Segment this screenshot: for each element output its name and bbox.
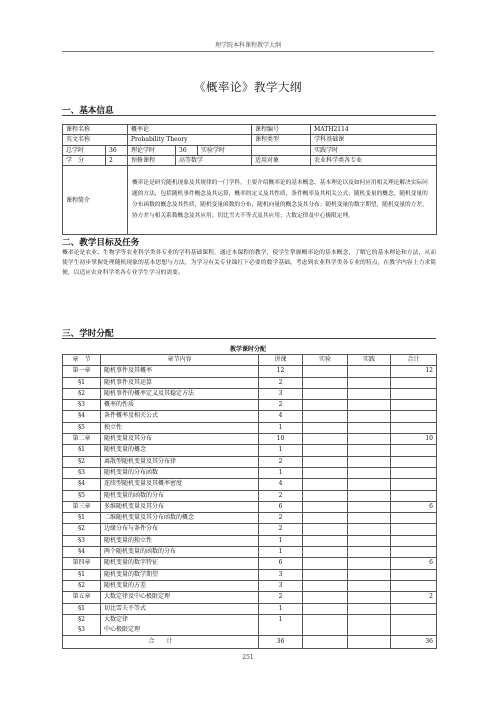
intro-text: 概率论是研究随机现象及其规律的一门学科，主要介绍概率论的基本概念、基本理论以及如何应用相关理论解决实际问题的方法，包括随机事件概念及其运算，概率的定义及其性质，条件概率及其相关公式；随机变量的概念，随机变量的分布函数的概念及其性质，随机变量函数的分布，随机向量的概念及其分布；随机变量的数字期望，随机变量的方差，协方差与相关系数概念及其应用；切比雪夫不等式及其应用；大数定律及中心极限定理。	[128, 166, 437, 235]
course-name-value: 概率论	[128, 125, 252, 135]
total-lecture: 36	[259, 636, 303, 649]
section-number: §3	[78, 626, 85, 634]
practice-cell	[348, 580, 391, 591]
lecture-cell: 1	[259, 422, 303, 433]
lecture-cell: 2	[259, 377, 303, 388]
table-row	[63, 580, 437, 591]
header-lab: 实验	[303, 355, 348, 366]
chapter-cell: §4	[63, 411, 101, 422]
lab-cell	[303, 400, 348, 411]
theory-hours-label: 理论学时	[128, 145, 176, 155]
lecture-cell: 2	[259, 592, 303, 603]
content-cell: 切比雪夫不等式	[101, 603, 259, 614]
lecture-cell: 6	[259, 501, 303, 512]
course-code-value: MATH2114	[311, 125, 437, 135]
practice-cell	[348, 400, 391, 411]
lab-cell	[303, 501, 348, 512]
practice-cell	[348, 603, 391, 614]
total-cell	[391, 422, 437, 433]
table-row	[63, 513, 437, 524]
content-cell: 大数定律及中心极限定理	[101, 592, 259, 603]
lab-hours-value	[252, 145, 311, 155]
practice-cell	[348, 513, 391, 524]
course-type-value: 学科基础课	[311, 135, 437, 145]
total-cell	[391, 547, 437, 558]
lecture-cell: 4	[259, 479, 303, 490]
lecture-cell: 10	[259, 434, 303, 445]
chapter-cell: 第二章	[63, 434, 101, 445]
chapter-cell	[63, 614, 101, 636]
chapter-cell: 第四章	[63, 558, 101, 569]
lecture-cell: 1	[259, 535, 303, 546]
prereq-label: 预修课程	[128, 155, 176, 165]
practice-cell	[348, 445, 391, 456]
practice-cell	[348, 558, 391, 569]
lab-cell	[303, 614, 348, 636]
practice-hours-label: 实践学时	[311, 145, 437, 155]
section-rule	[62, 115, 436, 116]
content-cell: 边缘分布与条件分布	[101, 524, 259, 535]
table-row	[63, 558, 437, 569]
table-row	[63, 535, 437, 546]
table-row	[63, 614, 437, 636]
total-label: 合 计	[63, 636, 259, 649]
practice-cell	[348, 490, 391, 501]
lecture-cell: 12	[259, 366, 303, 377]
chapter-cell: §1	[63, 377, 101, 388]
chapter-cell: 第五章	[63, 592, 101, 603]
chapter-cell: §2	[63, 524, 101, 535]
lab-cell	[303, 434, 348, 445]
table-row	[63, 592, 437, 603]
lecture-cell: 1	[259, 614, 303, 636]
total-cell	[391, 603, 437, 614]
lab-cell	[303, 467, 348, 478]
content-cell: 随机变量及其分布	[101, 434, 259, 445]
course-code-label: 课程编号	[252, 125, 311, 135]
theory-hours-value: 36	[176, 145, 198, 155]
chapter-cell: §5	[63, 422, 101, 433]
lab-cell	[303, 547, 348, 558]
total-cell	[391, 467, 437, 478]
table-row	[63, 456, 437, 467]
total-cell: 6	[391, 558, 437, 569]
content-cell: 条件概率及相关公式	[101, 411, 259, 422]
lab-cell	[303, 445, 348, 456]
table-header-row	[63, 355, 437, 366]
practice-cell	[348, 592, 391, 603]
chapter-cell: §2	[63, 580, 101, 591]
total-cell	[391, 524, 437, 535]
chapter-cell: §5	[63, 490, 101, 501]
total-cell	[391, 614, 437, 636]
course-type-label: 课程类型	[252, 135, 311, 145]
total-cell	[391, 490, 437, 501]
header-practice: 实践	[348, 355, 391, 366]
practice-cell	[348, 547, 391, 558]
total-lab	[303, 636, 348, 649]
total-cell: 6	[391, 501, 437, 512]
total-cell: 2	[391, 592, 437, 603]
goals-paragraph: 概率论是农业、生物学等农业科学类各专业的学科基础课程，通过本课程的教学，使学生掌握概率论的基本概念，了解它的基本理论和方法，从而使学生初步掌握处理随机现象的基本思想与方法，为学习有关专业课打下必要的数学基础。考虑到农业科学类各专业的特点，在教学内容上力求简便，以适应农业科学类各专业学生学习的需要。	[62, 250, 436, 277]
total-cell	[391, 479, 437, 490]
hours-table	[62, 354, 437, 649]
content-cell: 随机变量的方差	[101, 580, 259, 591]
lecture-cell: 1	[259, 547, 303, 558]
table-row	[63, 501, 437, 512]
content-cell: 连续型随机变量及其概率密度	[101, 479, 259, 490]
table-row	[63, 445, 437, 456]
lab-cell	[303, 603, 348, 614]
total-cell	[391, 513, 437, 524]
chapter-cell: §1	[63, 603, 101, 614]
table-row	[63, 569, 437, 580]
content-cell: 随机变量的分布函数	[101, 467, 259, 478]
section-basic-info-heading: 一、基本信息	[62, 106, 114, 116]
audience-value: 农业科学类各专业	[311, 155, 437, 165]
course-name-label: 课程名称	[63, 125, 128, 135]
practice-cell	[348, 434, 391, 445]
total-cell	[391, 377, 437, 388]
lab-hours-label: 实验学时	[198, 145, 252, 155]
header-rule	[62, 51, 434, 52]
basic-info-table	[62, 124, 437, 235]
lecture-cell: 2	[259, 524, 303, 535]
content-cell: 独立性	[101, 422, 259, 433]
total-cell	[391, 569, 437, 580]
content-cell: 随机变量的概念	[101, 445, 259, 456]
chapter-cell: §3	[63, 535, 101, 546]
practice-cell	[348, 569, 391, 580]
header-chapter: 章 节	[63, 355, 101, 366]
lab-cell	[303, 569, 348, 580]
table-row	[63, 366, 437, 377]
lab-cell	[303, 388, 348, 399]
chapter-cell: §4	[63, 479, 101, 490]
audience-label: 适用对象	[252, 155, 311, 165]
lab-cell	[303, 422, 348, 433]
chapter-cell: §1	[63, 569, 101, 580]
table-row	[63, 524, 437, 535]
lab-cell	[303, 580, 348, 591]
lab-cell	[303, 366, 348, 377]
total-cell	[391, 456, 437, 467]
chapter-cell: §2	[63, 456, 101, 467]
intro-label: 课程简介	[63, 166, 128, 235]
lecture-cell: 2	[259, 513, 303, 524]
lab-cell	[303, 535, 348, 546]
content-cell: 随机变量的独立性	[101, 535, 259, 546]
practice-cell	[348, 501, 391, 512]
total-cell	[391, 445, 437, 456]
header-lecture: 讲课	[259, 355, 303, 366]
section-content: 中心极限定理	[104, 626, 141, 634]
practice-cell	[348, 479, 391, 490]
total-cell: 12	[391, 366, 437, 377]
credit-label: 学 分	[63, 155, 106, 165]
practice-cell	[348, 456, 391, 467]
section-goals-heading: 二、教学目标及任务	[62, 238, 140, 248]
chapter-cell: 第三章	[63, 501, 101, 512]
lecture-cell: 3	[259, 580, 303, 591]
content-cell: 随机事件及其概率	[101, 366, 259, 377]
lecture-cell: 1	[259, 467, 303, 478]
lecture-cell: 6	[259, 558, 303, 569]
chapter-cell: §4	[63, 547, 101, 558]
header-content: 章节内容	[101, 355, 259, 366]
total-hours-label: 总学时	[63, 145, 106, 155]
chapter-cell: §3	[63, 467, 101, 478]
total-practice	[348, 636, 391, 649]
content-cell: 多维随机变量及其分布	[101, 501, 259, 512]
chapter-cell: §2	[63, 388, 101, 399]
section-content: 大数定律	[104, 615, 129, 623]
credit-value: 2	[106, 155, 128, 165]
lecture-cell: 4	[259, 411, 303, 422]
chapter-cell: 第一章	[63, 366, 101, 377]
total-cell	[391, 580, 437, 591]
content-cell: 离散型随机变量及其分布律	[101, 456, 259, 467]
practice-cell	[348, 422, 391, 433]
content-cell: 随机事件的概率定义及其稳定方法	[101, 388, 259, 399]
section-hours-heading: 三、学时分配	[62, 329, 114, 339]
practice-cell	[348, 377, 391, 388]
practice-cell	[348, 535, 391, 546]
practice-cell	[348, 411, 391, 422]
practice-cell	[348, 614, 391, 636]
chapter-cell: §3	[63, 400, 101, 411]
table-row	[63, 547, 437, 558]
content-cell: 随机变量的数学期望	[101, 569, 259, 580]
total-hours-value: 36	[106, 145, 128, 155]
total-cell	[391, 411, 437, 422]
practice-cell	[348, 524, 391, 535]
section-number: §2	[78, 615, 85, 623]
table-row	[63, 479, 437, 490]
lecture-cell: 2	[259, 456, 303, 467]
lab-cell	[303, 456, 348, 467]
chapter-cell: §1	[63, 513, 101, 524]
total-cell: 10	[391, 434, 437, 445]
lab-cell	[303, 513, 348, 524]
content-cell: 随机事件及其运算	[101, 377, 259, 388]
total-cell	[391, 388, 437, 399]
content-cell	[101, 614, 259, 636]
page-header: 理学院本科课程教学大纲	[214, 42, 281, 49]
hours-table-caption: 教学课时分配	[229, 346, 266, 353]
table-row	[63, 411, 437, 422]
prereq-value: 高等数学	[176, 155, 252, 165]
lab-cell	[303, 558, 348, 569]
lab-cell	[303, 524, 348, 535]
practice-cell	[348, 388, 391, 399]
chapter-cell: §1	[63, 445, 101, 456]
page-number: 251	[242, 654, 254, 661]
lecture-cell: 2	[259, 400, 303, 411]
total-sum: 36	[391, 636, 437, 649]
table-row	[63, 422, 437, 433]
header-total: 合计	[391, 355, 437, 366]
table-row	[63, 377, 437, 388]
lecture-cell: 2	[259, 490, 303, 501]
english-name-value: Probability Theory	[128, 135, 252, 145]
lab-cell	[303, 411, 348, 422]
section-rule	[62, 338, 436, 339]
lab-cell	[303, 479, 348, 490]
lecture-cell: 3	[259, 388, 303, 399]
total-row	[63, 636, 437, 649]
table-row	[63, 603, 437, 614]
lab-cell	[303, 377, 348, 388]
document-title: 《概率论》教学大纲	[194, 80, 302, 94]
table-row	[63, 490, 437, 501]
english-name-label: 英文名称	[63, 135, 128, 145]
content-cell: 随机变量的数字特征	[101, 558, 259, 569]
total-cell	[391, 535, 437, 546]
table-row	[63, 400, 437, 411]
content-cell: 随机变量的函数的分布	[101, 490, 259, 501]
total-cell	[391, 400, 437, 411]
content-cell: 概率的性质	[101, 400, 259, 411]
lab-cell	[303, 490, 348, 501]
table-row	[63, 388, 437, 399]
lab-cell	[303, 592, 348, 603]
lecture-cell: 1	[259, 445, 303, 456]
practice-cell	[348, 467, 391, 478]
content-cell: 二维随机变量及其分布函数的概念	[101, 513, 259, 524]
practice-cell	[348, 366, 391, 377]
content-cell: 两个随机变量的函数的分布	[101, 547, 259, 558]
lecture-cell: 1	[259, 603, 303, 614]
lecture-cell: 3	[259, 569, 303, 580]
table-row	[63, 434, 437, 445]
table-row	[63, 467, 437, 478]
